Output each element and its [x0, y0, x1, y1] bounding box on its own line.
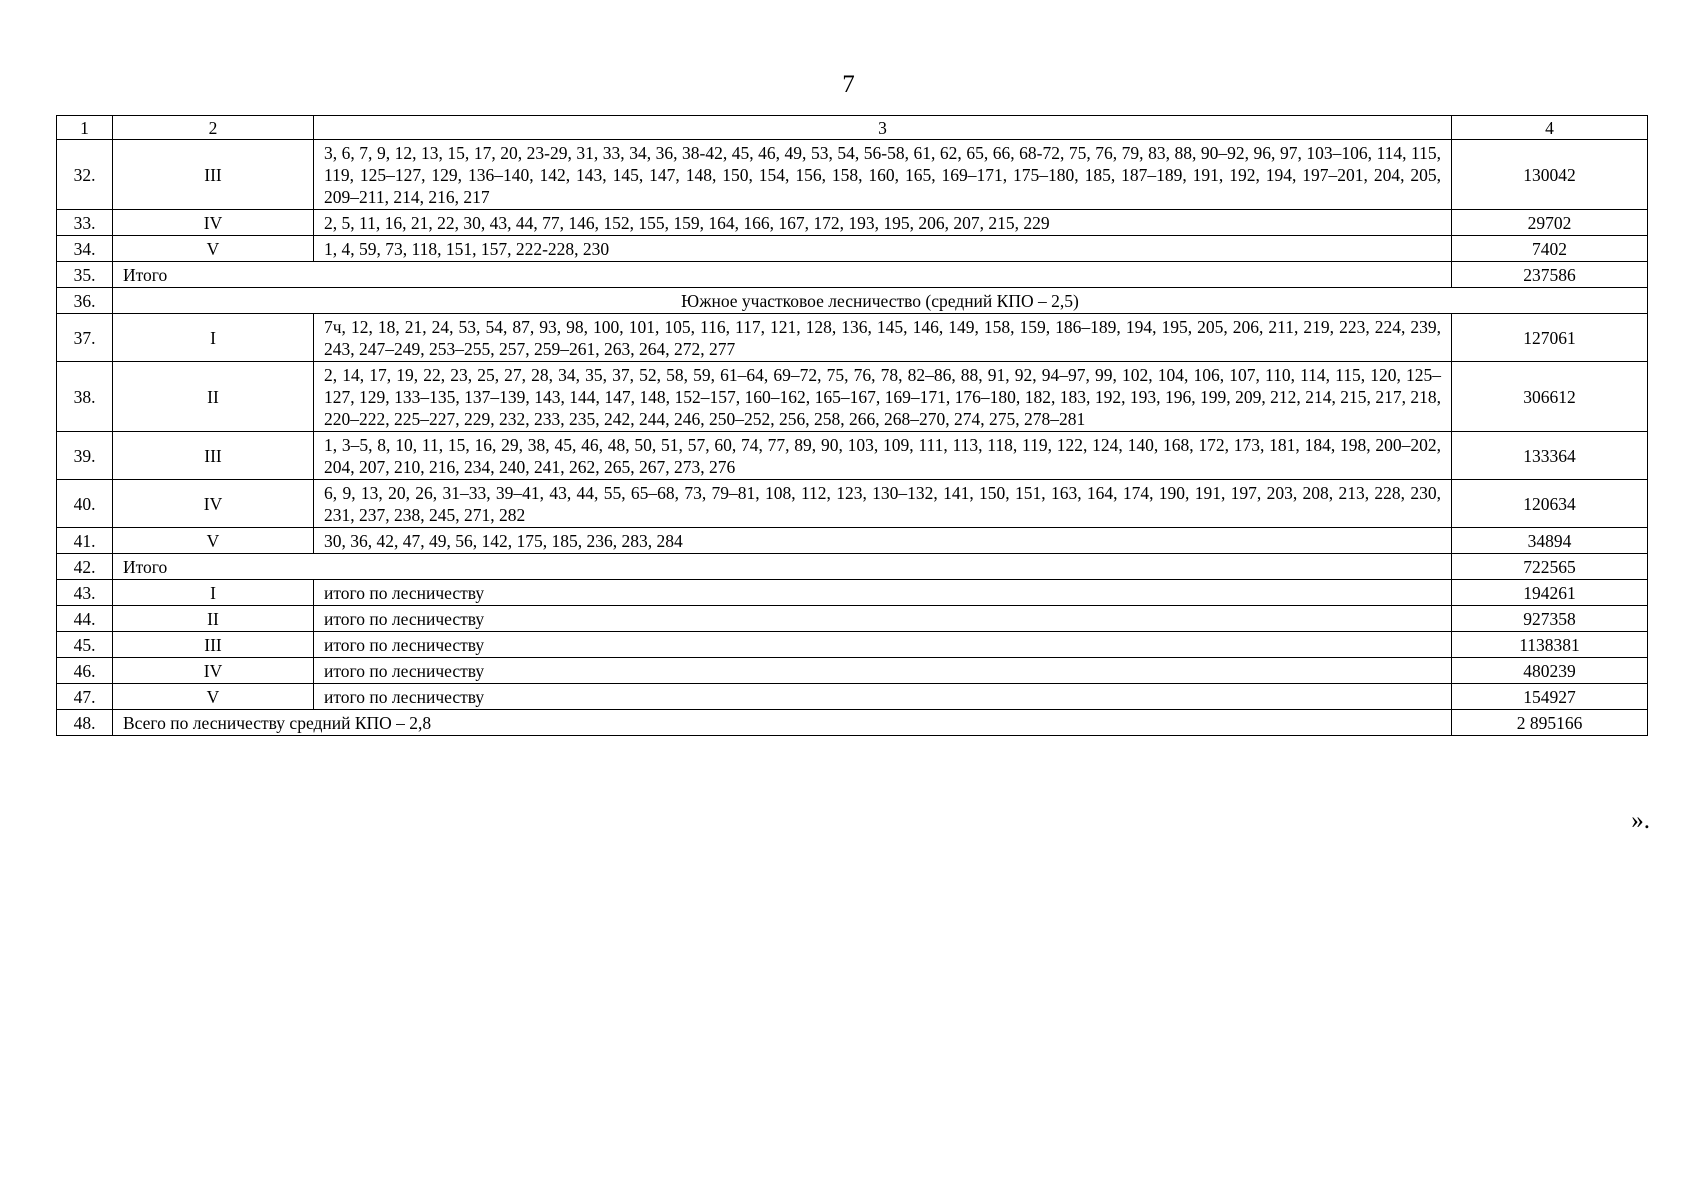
- quarters-cell: 2, 14, 17, 19, 22, 23, 25, 27, 28, 34, 35, 37, 52, 58, 59, 61–64, 69–72, 75, 76, 78, 82–86, 88, 91, 92, 94–97, 99, 102, 104, 106, 107, 110, 114, 115, 120, 125–127, 129, 133–135, 137–139, 143, 144, 147, 148, 152–157, 160–162, 165–167, 169–171, 176–180, 182, 183, 192, 193, 196, 199, 209, 212, 214, 215, 217, 218, 220–222, 225–227, 229, 232, 233, 235, 242, 244, 246, 250–252, 256, 258, 266, 268–270, 274, 275, 278–281: [314, 362, 1452, 432]
- volume-cell: 133364: [1452, 432, 1648, 480]
- column-number-1: 1: [57, 116, 113, 140]
- total-row: [57, 710, 1648, 736]
- quarters-cell: итого по лесничеству: [314, 684, 1452, 710]
- row-number: 33.: [57, 210, 113, 236]
- quarters-cell: 7ч, 12, 18, 21, 24, 53, 54, 87, 93, 98, 100, 101, 105, 116, 117, 121, 128, 136, 145, 146, 149, 158, 159, 186–189, 194, 195, 205, 206, 211, 219, 223, 224, 239, 243, 247–249, 253–255, 257, 259–261, 263, 264, 272, 277: [314, 314, 1452, 362]
- volume-cell: 130042: [1452, 140, 1648, 210]
- volume-cell: 120634: [1452, 480, 1648, 528]
- quarters-cell: 2, 5, 11, 16, 21, 22, 30, 43, 44, 77, 146, 152, 155, 159, 164, 166, 167, 172, 193, 195, 206, 207, 215, 229: [314, 210, 1452, 236]
- section-title: Южное участковое лесничество (средний КПО – 2,5): [113, 288, 1648, 314]
- row-number: 37.: [57, 314, 113, 362]
- total-volume: 237586: [1452, 262, 1648, 288]
- column-number-2: 2: [113, 116, 314, 140]
- total-label: Всего по лесничеству средний КПО – 2,8: [113, 710, 1452, 736]
- total-volume: 2 895166: [1452, 710, 1648, 736]
- column-number-3: 3: [314, 116, 1452, 140]
- page-number: 7: [842, 71, 855, 98]
- volume-cell: 194261: [1452, 580, 1648, 606]
- row-number: 40.: [57, 480, 113, 528]
- quarters-cell: итого по лесничеству: [314, 632, 1452, 658]
- volume-cell: 927358: [1452, 606, 1648, 632]
- volume-cell: 127061: [1452, 314, 1648, 362]
- row-number: 44.: [57, 606, 113, 632]
- class-cell: IV: [113, 658, 314, 684]
- table-header-row: [57, 116, 1648, 140]
- table-row: [57, 606, 1648, 632]
- row-number: 34.: [57, 236, 113, 262]
- total-volume: 722565: [1452, 554, 1648, 580]
- section-heading-row: [57, 288, 1648, 314]
- volume-cell: 480239: [1452, 658, 1648, 684]
- class-cell: V: [113, 528, 314, 554]
- total-row: [57, 554, 1648, 580]
- table-row: [57, 314, 1648, 362]
- table-body: [57, 116, 1648, 736]
- quarters-cell: 6, 9, 13, 20, 26, 31–33, 39–41, 43, 44, 55, 65–68, 73, 79–81, 108, 112, 123, 130–132, 141, 150, 151, 163, 164, 174, 190, 191, 197, 203, 208, 213, 228, 230, 231, 237, 238, 245, 271, 282: [314, 480, 1452, 528]
- table-row: [57, 432, 1648, 480]
- class-cell: IV: [113, 480, 314, 528]
- row-number: 45.: [57, 632, 113, 658]
- class-cell: II: [113, 362, 314, 432]
- table-row: [57, 480, 1648, 528]
- row-number: 39.: [57, 432, 113, 480]
- forestry-table: [56, 115, 1648, 736]
- table-row: [57, 236, 1648, 262]
- quarters-cell: 1, 4, 59, 73, 118, 151, 157, 222-228, 230: [314, 236, 1452, 262]
- table-row: [57, 580, 1648, 606]
- class-cell: I: [113, 580, 314, 606]
- class-cell: IV: [113, 210, 314, 236]
- row-number: 46.: [57, 658, 113, 684]
- total-row: [57, 262, 1648, 288]
- column-number-4: 4: [1452, 116, 1648, 140]
- quarters-cell: 1, 3–5, 8, 10, 11, 15, 16, 29, 38, 45, 46, 48, 50, 51, 57, 60, 74, 77, 89, 90, 103, 109, 111, 113, 118, 119, 122, 124, 140, 168, 172, 173, 181, 184, 198, 200–202, 204, 207, 210, 216, 234, 240, 241, 262, 265, 267, 273, 276: [314, 432, 1452, 480]
- volume-cell: 1138381: [1452, 632, 1648, 658]
- quarters-cell: итого по лесничеству: [314, 606, 1452, 632]
- class-cell: III: [113, 632, 314, 658]
- class-cell: V: [113, 236, 314, 262]
- row-number: 41.: [57, 528, 113, 554]
- quarters-cell: итого по лесничеству: [314, 580, 1452, 606]
- table-row: [57, 684, 1648, 710]
- quarters-cell: 3, 6, 7, 9, 12, 13, 15, 17, 20, 23-29, 31, 33, 34, 36, 38-42, 45, 46, 49, 53, 54, 56-58, 61, 62, 65, 66, 68-72, 75, 76, 79, 83, 88, 90–92, 96, 97, 103–106, 114, 115, 119, 125–127, 129, 136–140, 142, 143, 145, 147, 148, 150, 154, 156, 158, 160, 165, 169–171, 175–180, 185, 187–189, 191, 192, 194, 197–201, 204, 205, 209–211, 214, 216, 217: [314, 140, 1452, 210]
- quarters-cell: итого по лесничеству: [314, 658, 1452, 684]
- row-number: 48.: [57, 710, 113, 736]
- row-number: 36.: [57, 288, 113, 314]
- class-cell: III: [113, 140, 314, 210]
- closing-quote-mark: ».: [1631, 807, 1650, 834]
- table-row: [57, 632, 1648, 658]
- row-number: 38.: [57, 362, 113, 432]
- volume-cell: 154927: [1452, 684, 1648, 710]
- row-number: 47.: [57, 684, 113, 710]
- class-cell: II: [113, 606, 314, 632]
- total-label: Итого: [113, 262, 1452, 288]
- volume-cell: 29702: [1452, 210, 1648, 236]
- class-cell: V: [113, 684, 314, 710]
- row-number: 42.: [57, 554, 113, 580]
- row-number: 35.: [57, 262, 113, 288]
- table-row: [57, 362, 1648, 432]
- quarters-cell: 30, 36, 42, 47, 49, 56, 142, 175, 185, 236, 283, 284: [314, 528, 1452, 554]
- table-row: [57, 528, 1648, 554]
- volume-cell: 306612: [1452, 362, 1648, 432]
- row-number: 43.: [57, 580, 113, 606]
- table-row: [57, 658, 1648, 684]
- class-cell: III: [113, 432, 314, 480]
- row-number: 32.: [57, 140, 113, 210]
- table-row: [57, 140, 1648, 210]
- volume-cell: 7402: [1452, 236, 1648, 262]
- total-label: Итого: [113, 554, 1452, 580]
- table-row: [57, 210, 1648, 236]
- class-cell: I: [113, 314, 314, 362]
- volume-cell: 34894: [1452, 528, 1648, 554]
